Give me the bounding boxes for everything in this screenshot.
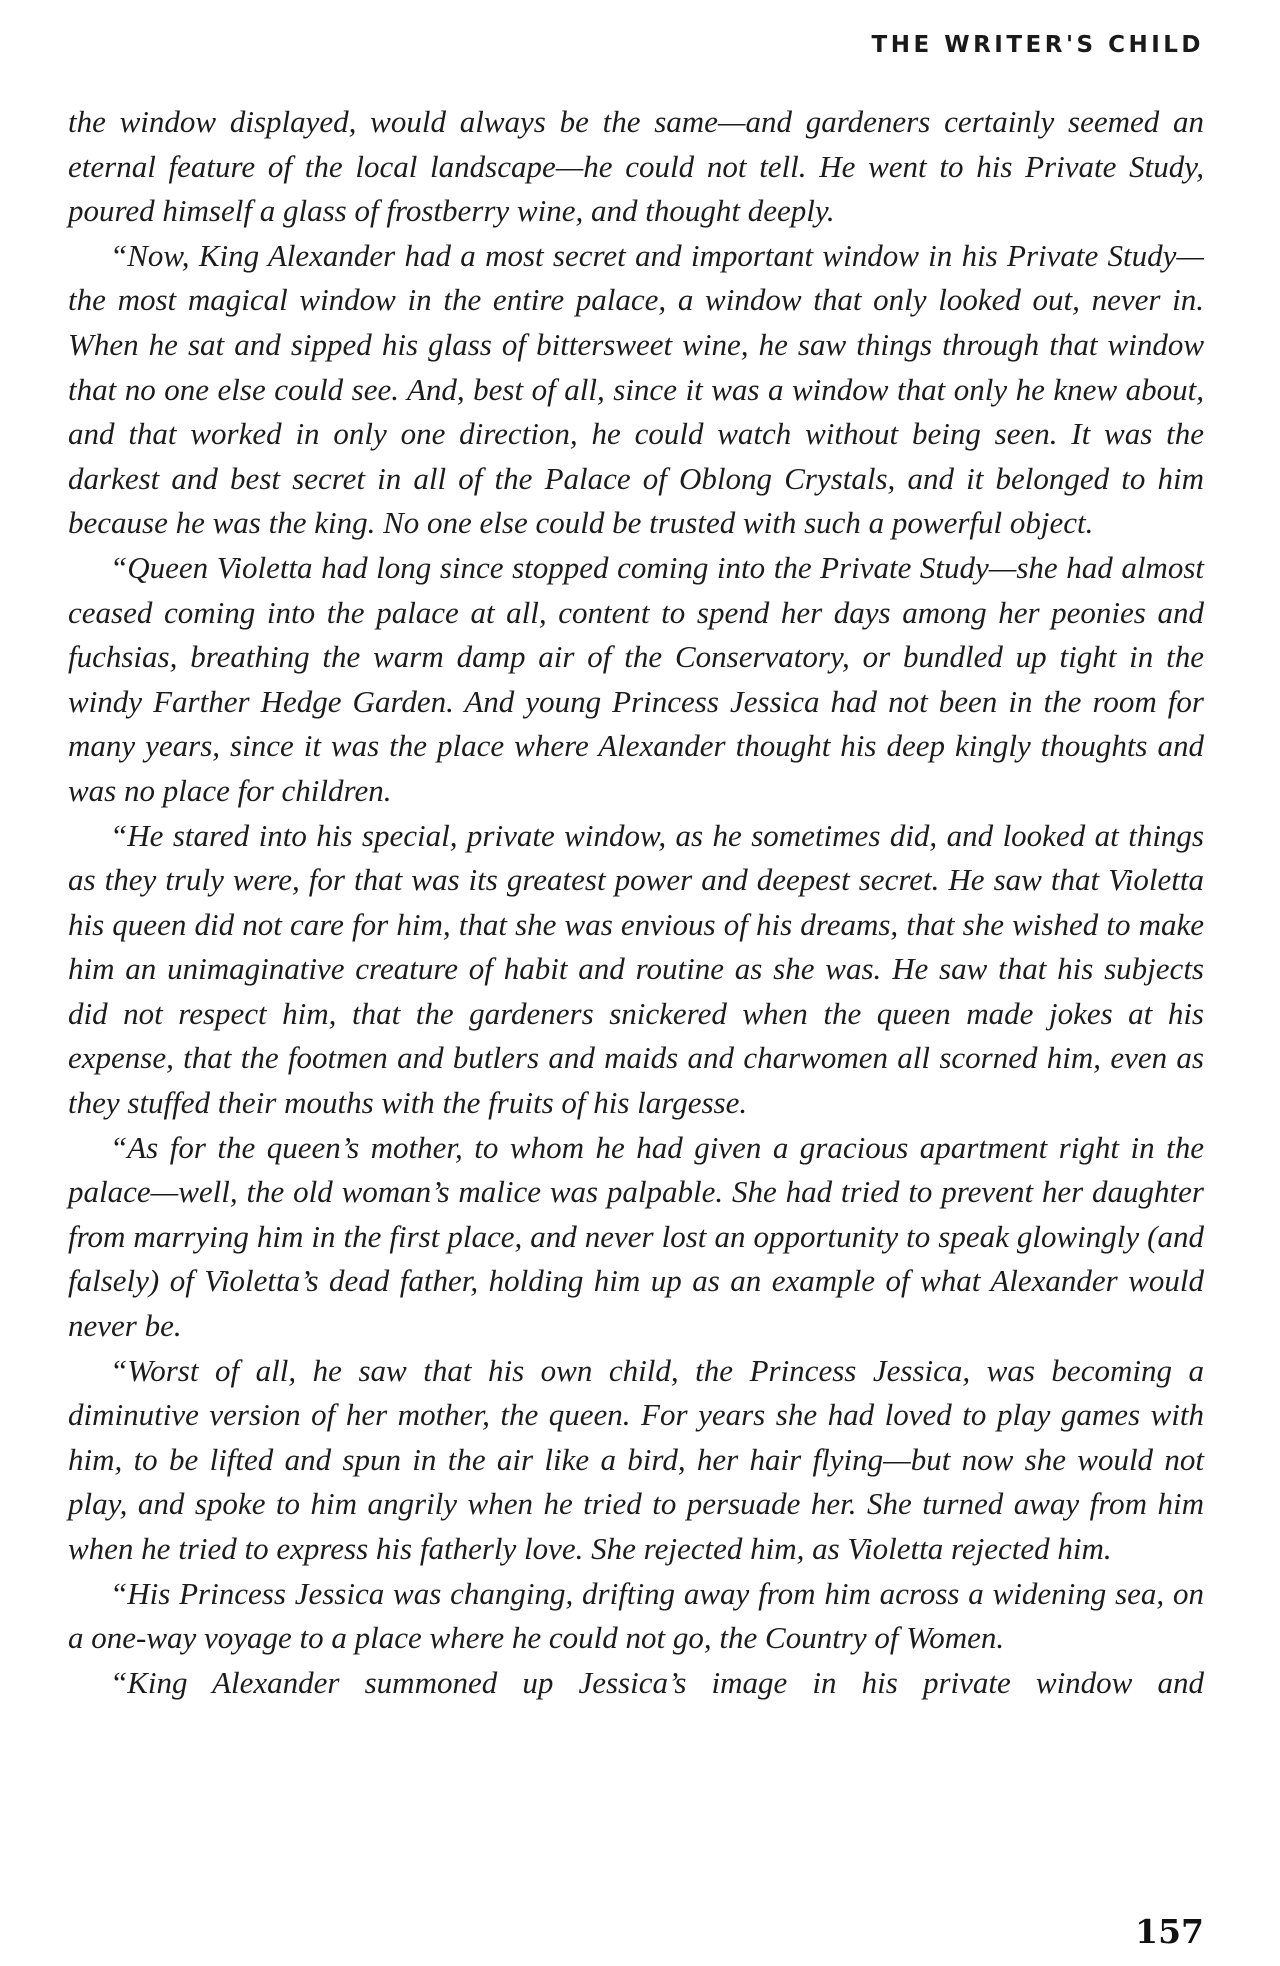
paragraph: “As for the queen’s mother, to whom he had given a gracious apartment right in the palace—well, the old woman’s malice was palpable. She had tried to prevent her daughter from marrying him in the first place, and never lost an opportunity to speak glowingly (and falsely) of Violetta’s dead father, holding him up as an example of what Alexander would never be. xyxy=(68,1129,1204,1344)
paragraph: the window displayed, would always be the same—and gardeners certainly seemed an eternal feature of the local landscape—he could not tell. He went to his Private Study, poured himself a glass of frostberry wine, and thought deeply. xyxy=(68,104,1204,229)
paragraph: “Queen Violetta had long since stopped coming into the Private Study—she had almost ceased coming into the palace at all, content to spend her days among her peonies and fuchsias, breathing the warm damp air of the Conservatory, or bundled up tight in the windy Farther Hedge Garden. And young Princess Jessica had not been in the room for many years, since it was the place where Alexander thought his deep kingly thoughts and was no place for children. xyxy=(68,549,1204,808)
paragraph: “King Alexander summoned up Jessica’s image in his private window and xyxy=(110,1664,1204,1700)
body-text xyxy=(68,100,1204,1705)
paragraph: “He stared into his special, private window, as he sometimes did, and looked at things as they truly were, for that was its greatest power and deepest secret. He saw that Violetta his queen did not care for him, that she was envious of his dreams, that she wished to make him an unimaginative creature of habit and routine as she was. He saw that his subjects did not respect him, that the gardeners snickered when the queen made jokes at his expense, that the footmen and butlers and maids and charwomen all scorned him, even as they stuffed their mouths with the fruits of his largesse. xyxy=(68,817,1204,1121)
running-head: THE WRITER'S CHILD xyxy=(871,32,1204,58)
paragraph: “Now, King Alexander had a most secret and important window in his Private Study—the most magical window in the entire palace, a window that only looked out, never in. When he sat and sipped his glass of bittersweet wine, he saw things through that window that no one else could see. And, best of all, since it was a window that only he knew about, and that worked in only one direction, he could watch without being seen. It was the darkest and best secret in all of the Palace of Oblong Crystals, and it belonged to him because he was the king. No one else could be trusted with such a powerful object. xyxy=(68,237,1204,541)
page-number: 157 xyxy=(1135,1912,1204,1951)
paragraph: “His Princess Jessica was changing, drifting away from him across a widening sea, on a one-way voyage to a place where he could not go, the Country of Women. xyxy=(68,1575,1204,1656)
paragraph: “Worst of all, he saw that his own child, the Princess Jessica, was becoming a diminutive version of her mother, the queen. For years she had loved to play games with him, to be lifted and spun in the air like a bird, her hair flying—but now she would not play, and spoke to him angrily when he tried to persuade her. She turned away from him when he tried to express his fatherly love. She rejected him, as Violetta rejected him. xyxy=(68,1352,1204,1566)
